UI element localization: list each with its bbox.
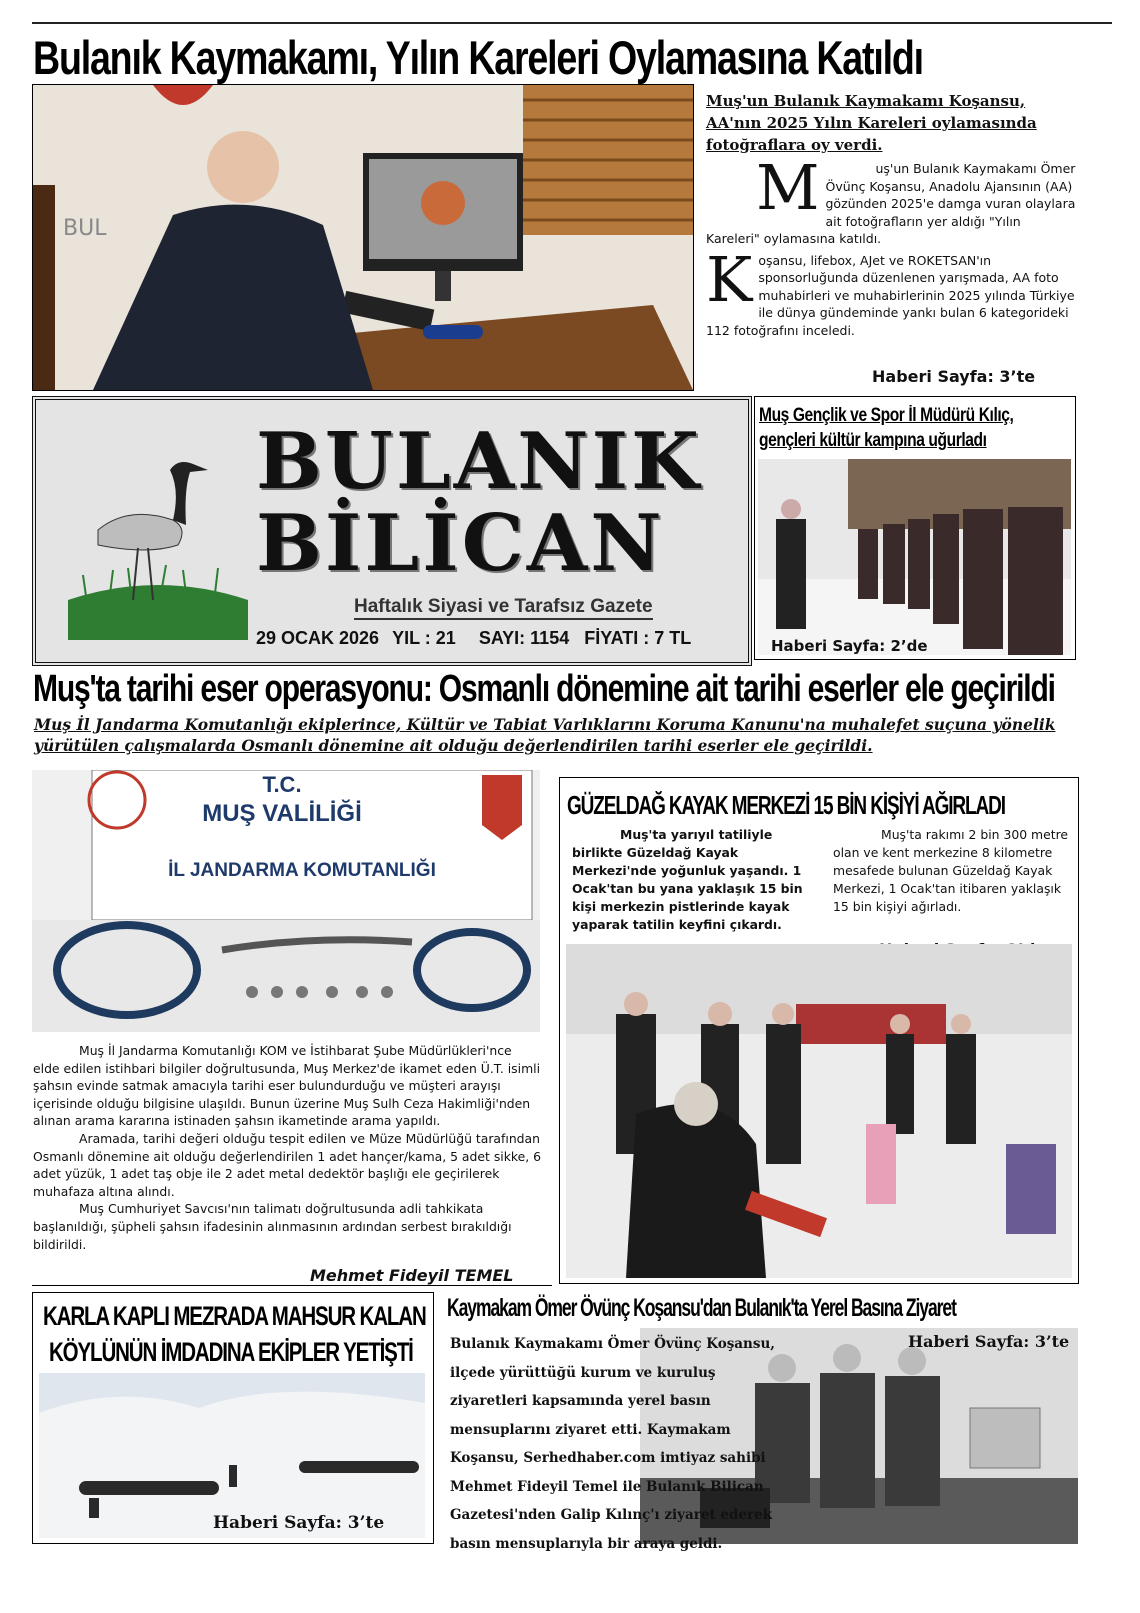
artifact-subheadline: Muş İl Jandarma Komutanlığı ekiplerince, Kültür ve Tabiat Varlıklarını Koruma Kanunu'na muhalefet suçuna yönelik yürütülen çalışmalarda Osmanlı dönemine ait olduğu değerlendirilen tarihi eserler ele geçirildi.: [34, 715, 1056, 755]
main-headline[interactable]: Bulanık Kaymakamı, Yılın Kareleri Oylamasına Katıldı: [33, 31, 923, 84]
sign-jandarma: İL JANDARMA KOMUTANLIĞI: [168, 860, 436, 881]
issue-price: FİYATI : 7 TL: [584, 628, 692, 648]
masthead-subtitle: Haftalık Siyasi ve Tarafsız Gazete: [354, 596, 653, 620]
dropcap-k: K: [706, 242, 753, 316]
youth-headline[interactable]: Muş Gençlik ve Spor İl Müdürü Kılıç, gençleri kültür kampına uğurladı: [759, 405, 1014, 451]
press-text: Bulanık Kaymakamı Ömer Övünç Koşansu, ilçede yürüttüğü kurum ve kuruluş ziyaretleri kapsamında yerel basın mensuplarını ziyaret etti. Kaymakam Koşansu, Serhedhaber.com imtiyaz sahibi Mehmet Fideyil Temel ile Bulanık Bilican Gazetesi'nden Galip Kılınç'ı ziyaret ederek basın mensuplarıyla bir araya geldi.: [450, 1336, 775, 1552]
youth-page-ref[interactable]: Haberi Sayfa: 2’de: [771, 637, 928, 655]
ski-col-2: Muş'ta rakımı 2 bin 300 metre olan ve kent merkezine 8 kilometre mesafede bulunan Güzeldağ Kayak Merkezi, 1 Ocak'tan itibaren yaklaşık 15 bin kişiyi ağırladı.: [833, 827, 1069, 914]
press-headline[interactable]: Kaymakam Ömer Övünç Koşansu'dan Bulanık'ta Yerel Basına Ziyaret: [447, 1294, 956, 1322]
top-rule: [32, 22, 1112, 24]
sign-tc: T.C.: [262, 772, 302, 797]
main-lead[interactable]: Muş'un Bulanık Kaymakamı Koşansu, AA'nın 2025 Yılın Kareleri oylamasında fotoğraflara oy verdi.: [706, 92, 1037, 154]
press-page-ref[interactable]: Haberi Sayfa: 3’te: [908, 1332, 1070, 1351]
masthead-title-2: BİLİCAN: [256, 498, 665, 589]
issue-year: YIL : 21: [392, 628, 456, 648]
issue-date: 29 OCAK 2026: [256, 628, 380, 648]
ski-col-1: Muş'ta yarıyıl tatiliyle birlikte Güzeldağ Kayak Merkezi'nde yoğunluk yaşandı. 1 Ocak'tan bu yana yaklaşık 15 bin kişi merkezin pistlerinde kayak yaparak tatilin keyfini çıkardı.: [572, 827, 803, 932]
ski-photo: [566, 944, 1072, 1278]
artifact-headline[interactable]: Muş'ta tarihi eser operasyonu: Osmanlı dönemine ait tarihi eserler ele geçirildi: [33, 668, 1055, 710]
dropcap-m: M: [756, 151, 820, 224]
snow-story-box: [32, 1292, 434, 1544]
masthead: [32, 396, 752, 666]
snow-page-ref[interactable]: Haberi Sayfa: 3’te: [213, 1513, 385, 1533]
artifact-photo: [32, 770, 540, 1032]
main-page-ref[interactable]: Haberi Sayfa: 3’te: [872, 367, 1036, 386]
ski-headline[interactable]: GÜZELDAĞ KAYAK MERKEZİ 15 BİN KİŞİYİ AĞIRLADI: [567, 790, 1005, 820]
youth-story-box: [754, 396, 1076, 660]
youth-photo: [758, 459, 1071, 655]
crane-logo: [58, 450, 258, 640]
svg-text:BUL: BUL: [63, 216, 107, 241]
main-photo: [32, 84, 694, 391]
main-story-body: M uş'un Bulanık Kaymakamı Ömer Övünç Koşansu, Anadolu Ajansının (AA) gözünden 2025'e damga vuran olaylara ait fotoğrafların yer aldığı "Yılın Kareleri" oylamasına katıldı. Koşansu, lifebox, AJet ve ROKETSAN'ın sponsorluğunda düzenlenen yarışmada, AA foto muhabirleri ve muhabirlerinin 2025 yılında Türkiye ile dünya gündeminde yankı bulan 6 kategorideki 112 fotoğrafını inceledi.: [706, 151, 1076, 338]
ski-story-box: [559, 777, 1079, 1284]
masthead-info: [256, 628, 691, 649]
artifact-body: Muş İl Jandarma Komutanlığı KOM ve İstihbarat Şube Müdürlükleri'nce elde edilen istihbari bilgiler doğrultusunda, Muş Merkez'de ikamet eden Ü.T. isimli şahsın evinde satmak amacıyla tarihi eser bulundurduğu ve müşteri arayışı içerisinde olduğu bilgisine ulaşıldı. Bunun üzerine Muş Sulh Ceza Hakimliği'nden alınan arama kararına istinaden şahsın ikametinde arama yapıldı. Aramada, tarihi değeri olduğu tespit edilen ve Müze Müdürlüğü tarafından Osmanlı dönemine ait olduğu değerlendirilen 1 adet hançer/kama, 5 adet sikke, 6 adet yüzük, 1 adet taş obje ile 2 adet metal dedektör başlığı ele geçirilerek muhafaza altına alındı. Muş Cumhuriyet Savcısı'nın talimatı doğrultusunda adli tahkikata başlanıldığı, şüpheli şahsın ifadesinin alınmasının ardından serbest bırakıldığı bildirildi.: [33, 1043, 542, 1252]
masthead-title-1: BULANIK: [256, 416, 702, 507]
snow-headline-2[interactable]: KÖYLÜNÜN İMDADINA EKİPLER YETİŞTİ: [49, 1337, 413, 1367]
artifact-rule: [32, 1285, 552, 1286]
issue-number: SAYI: 1154: [478, 628, 570, 648]
snow-headline-1[interactable]: KARLA KAPLI MEZRADA MAHSUR KALAN: [43, 1301, 426, 1331]
artifact-author: Mehmet Fideyil TEMEL: [310, 1266, 514, 1285]
sign-valilik: MUŞ VALİLİĞİ: [202, 800, 362, 827]
